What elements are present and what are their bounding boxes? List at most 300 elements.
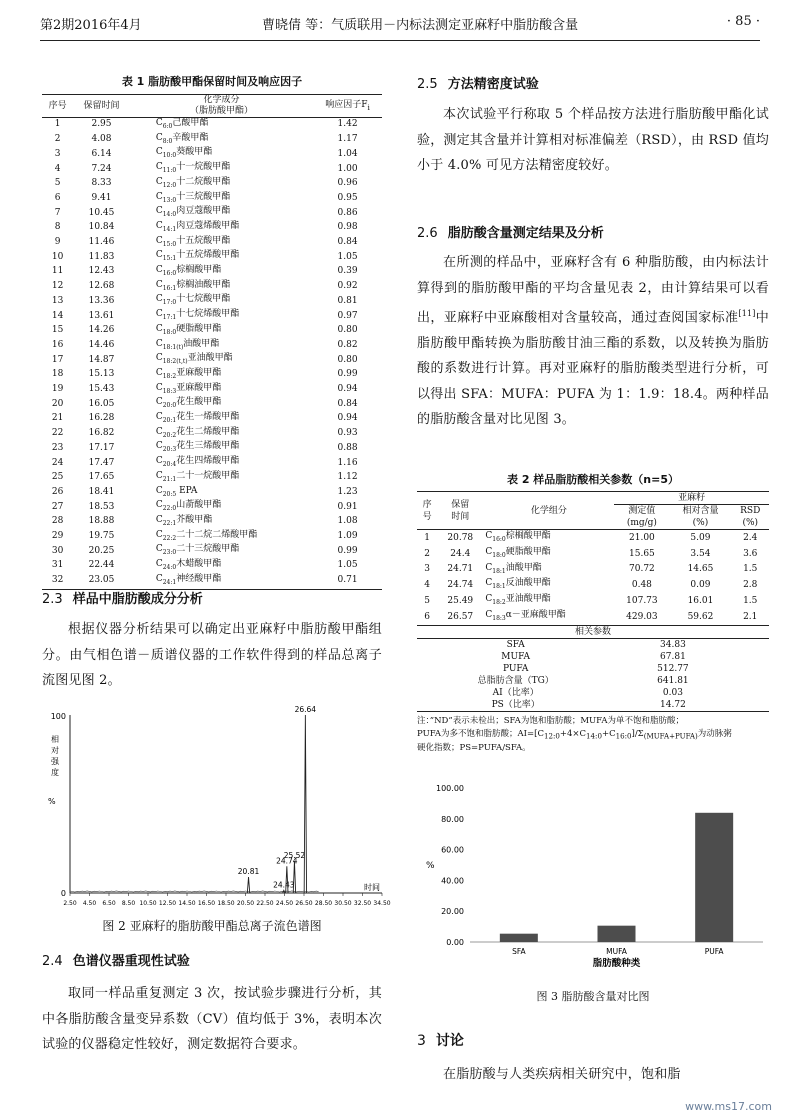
table2-header-rsd: RSD (%) (731, 505, 769, 530)
cell-no: 19 (51, 384, 64, 395)
cell-component: $C_{18:0}$硬脂酸甲酯 (155, 323, 222, 336)
cell-no: 15 (51, 325, 64, 336)
cell-component: $C_{20:1}$花生一烯酸甲酯 (155, 412, 240, 424)
fatty-acid-bar-chart (418, 778, 768, 983)
section-heading: 2.5 方法精密度试验 (417, 77, 539, 92)
table-row (42, 236, 382, 251)
cell-component: $C_{23:0}$二十三烷酸甲酯 (155, 544, 240, 557)
cell-rf: 0.94 (337, 384, 358, 395)
cell-relative: 16.01 (687, 596, 714, 607)
cell-rf: 0.80 (337, 325, 358, 336)
cell-component: $C_{18:1}$反油酸甲酯 (485, 578, 551, 591)
peak-label: 25.52 (283, 850, 306, 860)
ytick-label: 100.00 (436, 784, 464, 793)
cell-no: 29 (51, 531, 64, 542)
table1 (42, 94, 382, 590)
section-heading: 2.3 样品中脂肪酸成分分析 (42, 592, 203, 607)
category-label: PUFA (704, 947, 724, 956)
cell-rf: 1.09 (337, 531, 358, 542)
y-axis-label: 相 (51, 735, 59, 744)
xtick-label: 32.50 (353, 900, 372, 907)
table-row (417, 562, 769, 578)
cell-rsd: 2.4 (743, 532, 758, 543)
ytick-label: 100 (50, 712, 66, 721)
section-2-6 (417, 222, 769, 433)
cell-relative: 14.65 (687, 564, 714, 575)
peak-label: 26.64 (294, 705, 317, 714)
param-key: 总脂肪含量（TG） (477, 675, 554, 686)
xtick-label: 34.50 (373, 900, 391, 907)
cell-rt: 15.13 (88, 369, 115, 380)
cell-rt: 16.28 (88, 413, 115, 424)
cell-component: $C_{18:1}$油酸甲酯 (485, 562, 542, 575)
cell-rt: 18.41 (88, 486, 115, 497)
cell-rt: 18.88 (88, 516, 115, 527)
xtick-label: 18.50 (217, 900, 235, 907)
cell-rsd: 2.1 (743, 611, 758, 622)
param-value: 14.72 (660, 699, 686, 710)
cell-rf: 0.99 (337, 369, 358, 380)
cell-relative: 3.54 (690, 548, 711, 559)
baseline-trace (70, 891, 319, 892)
cell-component: $C_{20:3}$花生三烯酸甲酯 (155, 441, 240, 454)
cell-rsd: 1.5 (743, 596, 758, 607)
table2-param-title: 相关参数 (417, 625, 769, 638)
cell-rt: 19.75 (88, 531, 115, 542)
cell-relative: 0.09 (690, 580, 711, 591)
cell-component: $C_{18:2(t,t)}$亚油酸甲酯 (155, 353, 233, 366)
cell-no: 12 (51, 281, 64, 292)
cell-rf: 0.92 (337, 281, 358, 292)
cell-rf: 1.12 (337, 472, 358, 483)
cell-no: 1 (54, 119, 61, 130)
table-row (42, 265, 382, 280)
table-row (42, 500, 382, 515)
cell-measured: 15.65 (629, 548, 655, 559)
table2-header-relative: 相对含量 (%) (669, 505, 731, 530)
section-heading: 2.4 色谱仪器重现性试验 (42, 954, 190, 969)
section-2-3 (42, 588, 382, 694)
peak-label: 24.43 (273, 880, 295, 890)
ytick-label: 40.00 (441, 876, 464, 886)
cell-component: $C_{15:0}$十五烷酸甲酯 (155, 235, 231, 248)
ytick-label: 0 (60, 889, 66, 898)
table1-header-no: 序号 (42, 95, 73, 118)
cell-component: $C_{20:2}$花生二烯酸甲酯 (155, 426, 240, 439)
cell-measured: 21.00 (629, 532, 655, 543)
category-label: MUFA (606, 947, 627, 956)
cell-rf: 0.91 (337, 501, 358, 512)
cell-component: $C_{10:0}$葵酸甲酯 (155, 147, 213, 160)
table-row (42, 177, 382, 192)
cell-component: $C_{21:1}$二十一烷酸甲酯 (155, 470, 240, 483)
cell-rf: 0.84 (337, 237, 358, 248)
cell-rt: 14.87 (88, 354, 115, 365)
cell-component: $C_{16:0}$棕榈酸甲酯 (155, 265, 222, 277)
cell-component: $C_{16:0}$棕榈酸甲酯 (485, 531, 551, 543)
cell-rt: 18.53 (88, 501, 115, 512)
table1-header-component: 化学成分 （脂肪酸甲酯） (130, 95, 313, 118)
table-row (417, 577, 769, 593)
ytick-label: 60.00 (441, 845, 464, 855)
cell-rf: 0.96 (337, 178, 358, 189)
table-row (42, 515, 382, 530)
cell-no: 24 (51, 457, 64, 468)
cell-relative: 59.62 (687, 611, 714, 622)
cell-rsd: 2.8 (743, 580, 758, 591)
cell-no: 23 (51, 442, 64, 453)
cell-rf: 0.97 (337, 310, 358, 321)
figure2 (42, 705, 391, 912)
xtick-label: 4.50 (82, 900, 97, 907)
cell-rt: 12.68 (88, 281, 115, 292)
bar (598, 926, 636, 942)
table-row (42, 530, 382, 545)
cell-no: 28 (51, 516, 64, 527)
param-value: 67.81 (660, 651, 686, 662)
figure3 (418, 778, 768, 983)
cell-no: 13 (51, 295, 64, 306)
cell-no: 4 (424, 580, 430, 591)
section-heading: 3 讨论 (417, 1033, 464, 1049)
cell-rf: 0.71 (337, 575, 358, 586)
xtick-label: 6.50 (102, 900, 116, 907)
cell-rt: 24.74 (447, 580, 474, 591)
section-2-5 (417, 73, 769, 179)
table-row (42, 368, 382, 383)
param-key: MUFA (501, 651, 531, 662)
cell-component: $C_{18:3}\alpha-$亚麻酸甲酯 (485, 609, 566, 622)
cell-rt: 16.82 (88, 428, 115, 439)
cell-no: 5 (54, 178, 61, 189)
cell-no: 32 (51, 575, 64, 586)
table-row (42, 309, 382, 324)
cell-component: $C_{20:0}$花生酸甲酯 (155, 397, 222, 410)
x-axis-label: 脂肪酸种类 (592, 958, 641, 969)
cell-no: 6 (54, 192, 61, 203)
y-axis-label: % (426, 861, 435, 871)
cell-rf: 1.00 (337, 163, 358, 174)
bar (695, 813, 733, 942)
cell-no: 11 (51, 266, 64, 277)
cell-rt: 4.08 (91, 134, 112, 145)
table1-caption: 表 1 脂肪酸甲酯保留时间及响应因子 (121, 75, 303, 88)
cell-rt: 11.46 (88, 237, 115, 248)
table-row (417, 609, 769, 625)
cell-rt: 8.33 (91, 178, 112, 189)
table-row (42, 559, 382, 574)
cell-no: 7 (54, 207, 61, 218)
cell-component: $C_{22:0}$山萮酸甲酯 (155, 500, 222, 513)
table2-params (417, 638, 769, 711)
xtick-label: 8.50 (121, 900, 136, 907)
table-row (42, 353, 382, 368)
cell-rf: 0.86 (337, 207, 358, 218)
cell-no: 1 (424, 532, 430, 543)
cell-rt: 10.84 (88, 222, 115, 233)
table-row (42, 486, 382, 501)
watermark: www.ms17.com (685, 1100, 772, 1113)
xtick-label: 30.50 (334, 900, 352, 907)
cell-no: 22 (51, 428, 64, 439)
table1-body (42, 118, 382, 590)
cell-rt: 17.17 (88, 442, 115, 453)
cell-no: 30 (51, 545, 64, 556)
xtick-label: 20.50 (236, 900, 255, 907)
chromatogram-chart (42, 705, 391, 912)
cell-rt: 26.57 (447, 611, 474, 622)
cell-rt: 9.41 (91, 192, 112, 203)
cell-rt: 17.47 (88, 457, 115, 468)
cell-rt: 13.36 (88, 295, 115, 306)
cell-rf: 1.23 (337, 486, 358, 497)
cell-rf: 0.88 (337, 442, 358, 453)
cell-rt: 7.24 (91, 163, 112, 174)
peak-label: 20.81 (237, 866, 260, 876)
cell-no: 16 (51, 339, 64, 350)
table2-note: 注：”ND”表示未检出；SFA为饱和脂肪酸；MUFA为单不饱和脂肪酸； PUFA为多不饱和脂肪酸；$AI=[C_{12:0}+4\times C_{14:0}+C_{16:0}]/\Sigma_{(MUFA+PUFA)}$为动脉粥 硬化指数；PS=PUFA/SFA。 (417, 715, 732, 754)
cell-no: 5 (424, 596, 430, 607)
table-row (42, 294, 382, 309)
chromatogram-peak (304, 715, 306, 893)
cell-no: 20 (51, 398, 64, 409)
x-axis-label: 时间 (364, 883, 380, 892)
cell-component: $C_{11:0}$十一烷酸甲酯 (155, 162, 231, 174)
cell-rt: 16.05 (88, 398, 115, 409)
param-row (417, 675, 769, 687)
param-key: PS（比率） (491, 699, 540, 710)
cell-rf: 0.82 (337, 339, 358, 350)
cell-component: $C_{14:0}$肉豆蔻酸甲酯 (155, 206, 231, 219)
xtick-label: 26.50 (295, 900, 313, 907)
paragraph: 在脂肪酸与人类疾病相关研究中，饱和脂 (443, 1067, 681, 1082)
table-row (42, 456, 382, 471)
xtick-label: 10.50 (139, 900, 157, 907)
cell-no: 31 (51, 560, 64, 571)
cell-rf: 1.04 (337, 148, 358, 159)
chromatogram-peak (247, 877, 249, 893)
param-value: 641.81 (657, 675, 689, 686)
cell-component: $C_{18:3}$亚麻酸甲酯 (155, 382, 222, 395)
table-row (417, 546, 769, 562)
param-row (417, 638, 769, 651)
cell-component: $C_{24:1}$神经酸甲酯 (155, 573, 222, 586)
table-row (42, 192, 382, 207)
xtick-label: 24.50 (275, 900, 294, 907)
cell-rt: 14.26 (88, 325, 115, 336)
cell-rt: 12.43 (88, 266, 115, 277)
cell-component: $C_{14:1}$肉豆蔻烯酸甲酯 (155, 220, 240, 233)
table-row (42, 574, 382, 589)
xtick-label: 22.50 (256, 900, 274, 907)
figure2-caption: 图 2 亚麻籽的脂肪酸甲酯总离子流色谱图 (102, 919, 322, 933)
cell-component: $C_{17:1}$十七烷烯酸甲酯 (155, 309, 240, 321)
cell-no: 21 (51, 413, 64, 424)
cell-rt: 24.4 (450, 548, 471, 559)
param-row (417, 651, 769, 663)
table1-block (42, 73, 382, 590)
cell-rf: 1.05 (337, 560, 358, 571)
table-row (42, 324, 382, 339)
cell-rt: 10.45 (88, 207, 115, 218)
cell-component: $C_{6:0}$己酸甲酯 (155, 118, 209, 130)
table-row (417, 530, 769, 546)
cell-no: 3 (54, 148, 61, 159)
section-2-4 (42, 950, 382, 1058)
cell-no: 26 (51, 486, 64, 497)
cell-component: $C_{13:0}$十三烷酸甲酯 (155, 191, 231, 204)
table1-header-rt: 保留时间 (73, 95, 130, 118)
cell-no: 25 (51, 472, 64, 483)
param-key: PUFA (502, 663, 529, 674)
cell-component: $C_{22:2}$二十二烷二烯酸甲酯 (155, 529, 258, 542)
cell-rf: 0.98 (337, 222, 358, 233)
cell-rf: 0.81 (337, 295, 358, 306)
table2-block (417, 471, 769, 755)
cell-component: $C_{18:0}$硬脂酸甲酯 (485, 546, 551, 559)
ytick-label: 0.00 (446, 938, 464, 947)
y-axis-label: 度 (51, 768, 59, 777)
cell-no: 10 (51, 251, 64, 262)
section-heading: 2.6 脂肪酸含量测定结果及分析 (417, 226, 604, 241)
table-row (42, 147, 382, 162)
param-row (417, 663, 769, 675)
cell-component: $C_{22:1}$芥酸甲酯 (155, 514, 213, 527)
cell-measured: 70.72 (629, 564, 655, 575)
cell-no: 17 (51, 354, 64, 365)
cell-component: $C_{18:1(t)}$油酸甲酯 (155, 338, 220, 351)
xtick-label: 16.50 (197, 900, 216, 907)
table-row (42, 118, 382, 133)
header-rule (40, 40, 760, 41)
param-row (417, 687, 769, 699)
ytick-label: 20.00 (441, 907, 464, 917)
cell-no: 27 (51, 501, 64, 512)
table-row (417, 593, 769, 609)
cell-no: 9 (54, 237, 61, 248)
running-header (40, 14, 760, 36)
param-row (417, 699, 769, 712)
ytick-label: 80.00 (441, 814, 464, 824)
table-row (42, 544, 382, 559)
table-row (42, 162, 382, 177)
table2-body (417, 530, 769, 626)
cell-rt: 11.83 (88, 251, 115, 262)
cell-rf: 1.16 (337, 457, 358, 468)
y-unit: % (48, 797, 56, 806)
cell-rsd: 3.6 (743, 548, 758, 559)
cell-no: 18 (51, 369, 64, 380)
table2-header-group: 亚麻籽 (614, 492, 769, 505)
cell-component: $C_{20:5}$ EPA (155, 485, 198, 498)
xtick-label: 2.50 (63, 900, 77, 907)
figure3-caption: 图 3 脂肪酸含量对比图 (536, 990, 650, 1003)
cell-rf: 1.42 (337, 119, 358, 130)
table2-header-component: 化学组分 (483, 492, 614, 530)
xtick-label: 14.50 (178, 900, 196, 907)
y-axis-label: 强 (51, 757, 59, 766)
page-number: · 85 · (726, 14, 760, 29)
bar (500, 934, 538, 942)
table2 (417, 491, 769, 712)
cell-no: 6 (424, 611, 430, 622)
category-label: SFA (512, 947, 526, 956)
cell-rf: 0.39 (337, 266, 358, 277)
table-row (42, 427, 382, 442)
table1-header-rf: 响应因子$F_i$ (313, 95, 382, 118)
paragraph: 在所测的样品中，亚麻籽含有 6 种脂肪酸，由内标法计算得到的脂肪酸甲酯的平均含量见表 2，由计算结果可以看出，亚麻籽中亚麻酸相对含量较高，通过查阅国家标准[11]中脂肪酸甲酯转换为脂肪酸甘油三酯的系数，以及转换为脂肪酸的系数进行计算。再对亚麻籽的脂肪酸类型进行分析，可以得出 SFA：MUFA：PUFA 为 1：1.9：18.4。两种样品的脂肪酸含量对比见图 3。 (417, 255, 769, 428)
table-row (42, 250, 382, 265)
cell-no: 2 (54, 134, 61, 145)
cell-component: $C_{16:1}$棕榈油酸甲酯 (155, 279, 231, 292)
cell-rt: 22.44 (88, 560, 115, 571)
cell-component: $C_{24:0}$木蜡酸甲酯 (155, 559, 222, 571)
cell-component: $C_{15:1}$十五烷烯酸甲酯 (155, 250, 240, 263)
cell-rf: 0.95 (337, 192, 358, 203)
cell-rt: 24.71 (447, 564, 474, 575)
cell-rf: 1.08 (337, 516, 358, 527)
cell-measured: 107.73 (626, 596, 658, 607)
cell-rf: 0.84 (337, 398, 358, 409)
cell-rt: 20.78 (447, 532, 474, 543)
table-row (42, 471, 382, 486)
cell-component: $C_{18:2}$亚油酸甲酯 (485, 594, 551, 606)
cell-component: $C_{8:0}$辛酸甲酯 (155, 132, 209, 145)
cell-rf: 0.94 (337, 413, 358, 424)
paragraph: 根据仪器分析结果可以确定出亚麻籽中脂肪酸甲酯组分。由气相色谱－质谱仪器的工作软件得到的样品总离子流图见图 2。 (42, 622, 382, 688)
table2-header-no: 序 号 (417, 492, 437, 530)
citation: [11] (738, 309, 756, 318)
table-row (42, 412, 382, 427)
cell-rt: 2.95 (91, 119, 112, 130)
cell-rsd: 1.5 (743, 564, 758, 575)
cell-no: 14 (51, 310, 64, 321)
cell-rt: 17.65 (88, 472, 115, 483)
cell-rt: 23.05 (88, 575, 115, 586)
cell-no: 4 (54, 163, 61, 174)
cell-rt: 13.61 (88, 310, 115, 321)
paragraph: 本次试验平行称取 5 个样品按方法进行脂肪酸甲酯化试验，测定其含量并计算相对标准偏差（RSD），由 RSD 值均小于 4.0% 可见方法精密度较好。 (417, 107, 769, 173)
cell-component: $C_{18:2}$亚麻酸甲酯 (155, 367, 222, 380)
table-row (42, 397, 382, 412)
table2-caption: 表 2 样品脂肪酸相关参数（n=5） (506, 473, 679, 486)
cell-component: $C_{17:0}$十七烷酸甲酯 (155, 294, 231, 307)
table2-header-rt: 保留 时间 (437, 492, 483, 530)
journal-issue: 第2期2016年4月 (40, 18, 142, 33)
table-row (42, 339, 382, 354)
cell-measured: 429.03 (626, 611, 658, 622)
cell-rt: 25.49 (447, 596, 474, 607)
cell-rt: 20.25 (88, 545, 115, 556)
cell-rt: 15.43 (88, 384, 115, 395)
xtick-label: 28.50 (314, 900, 333, 907)
section-3 (417, 1030, 769, 1088)
cell-no: 8 (54, 222, 61, 233)
cell-rf: 0.99 (337, 545, 358, 556)
peak-label: 24.74 (276, 856, 298, 866)
cell-rf: 0.80 (337, 354, 358, 365)
paragraph: 取同一样品重复测定 3 次，按试验步骤进行分析，其中各脂肪酸含量变异系数（CV）值均低于 3%，表明本次试验的仪器稳定性较好，测定数据符合要求。 (42, 986, 382, 1052)
cell-rt: 6.14 (91, 148, 112, 159)
cell-rf: 1.05 (337, 251, 358, 262)
cell-rt: 14.46 (88, 339, 115, 350)
cell-measured: 0.48 (631, 580, 652, 591)
cell-rf: 1.17 (337, 134, 358, 145)
cell-no: 3 (424, 564, 430, 575)
param-key: AI（比率） (492, 687, 539, 698)
table2-header-measured: 测定值 (mg/g) (614, 505, 669, 530)
param-value: 512.77 (657, 663, 689, 674)
